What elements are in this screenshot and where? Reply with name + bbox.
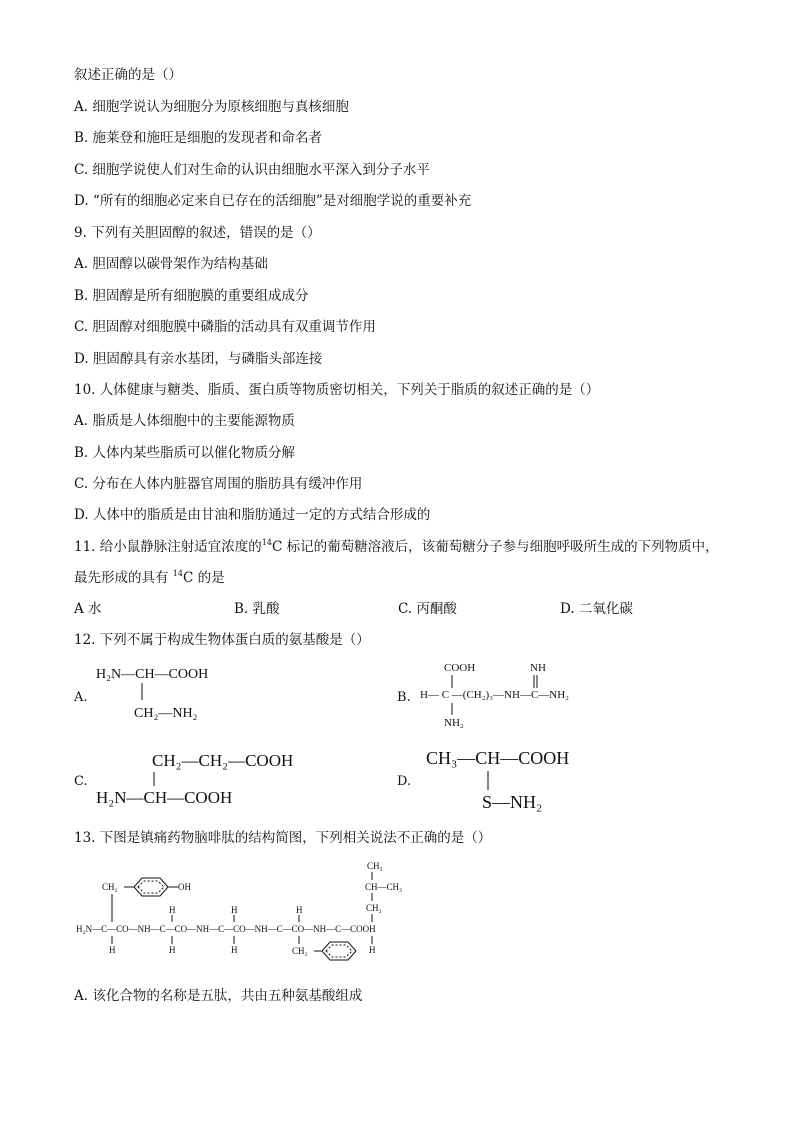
q8-option-d: D. “所有的细胞必定来自已存在的活细胞”是对细胞学说的重要补充 (74, 193, 472, 209)
q11-stem-part1: 11. 给小鼠静脉注射适宜浓度的 (74, 539, 262, 555)
q12-option-c-formula (94, 748, 324, 810)
q13-option-a: A. 该化合物的名称是五肽，共由五种氨基酸组成 (74, 988, 363, 1004)
glycine2-h-bottom: H (231, 945, 238, 955)
leucine-ch3: CH₃ (367, 861, 383, 871)
tyrosine-h-bottom: H (109, 945, 116, 955)
q11-stem (74, 538, 719, 556)
enkephalin-structure-diagram (74, 858, 424, 973)
q11-option-a: A 水 (74, 601, 102, 617)
benzene-ring-inner-icon (138, 881, 164, 893)
glycine1-h-bottom: H (169, 945, 176, 955)
peptide-backbone: H₂N—C—CO—NH—C—CO—NH—C—CO—NH—C—CO—NH—C—COOH (76, 924, 376, 934)
q9-option-c: C. 胆固醇对细胞膜中磷脂的活动具有双重调节作用 (74, 319, 376, 335)
q11-option-c: C. 丙酮酸 (398, 601, 457, 617)
isotope-mass-number: 14 (172, 569, 183, 578)
q11-stem-line2 (74, 569, 225, 587)
q9-option-a: A. 胆固醇以碳骨架作为结构基础 (74, 256, 268, 272)
formula-d-side-chain: S—NH₂ (482, 792, 543, 812)
isotope-mass-number: 14 (261, 538, 272, 547)
q8-option-a: A. 细胞学说认为细胞分为原核细胞与真核细胞 (74, 99, 349, 115)
q12-option-d-formula (424, 744, 614, 814)
formula-b-carboxyl: COOH (444, 662, 476, 674)
q10-option-d: D. 人体中的脂质是由甘油和脂肪通过一定的方式结合形成的 (74, 507, 431, 523)
q11-option-b: B. 乳酸 (234, 601, 280, 617)
q10-option-c: C. 分布在人体内脏器官周围的脂肪具有缓冲作用 (74, 476, 363, 492)
q11-option-d: D. 二氧化碳 (560, 601, 633, 617)
q12-option-a-label: A. (74, 690, 88, 705)
formula-c-side-chain: CH₂—CH₂—COOH (152, 751, 294, 770)
q12-option-a-formula (94, 662, 224, 724)
phenylalanine-ch2: CH₂ (292, 946, 308, 956)
q11-stem-part4: C 的是 (182, 570, 225, 586)
formula-a-side-chain: CH₂—NH₂ (134, 706, 198, 721)
q12-option-b-label: B. (397, 690, 411, 705)
q9-stem: 9. 下列有关胆固醇的叙述，错误的是（） (74, 225, 321, 241)
q10-stem: 10. 人体健康与糖类、脂质、蛋白质等物质密切相关，下列关于脂质的叙述正确的是（） (74, 382, 600, 398)
phenylalanine-h-top: H (296, 905, 303, 915)
formula-b-main-chain: H— C —(CH₂)₃—NH—C—NH₂ (420, 689, 570, 701)
formula-a-main-chain: H₂N—CH—COOH (96, 667, 209, 682)
formula-b-amino: NH₂ (444, 717, 464, 729)
benzene-ring-icon (322, 942, 356, 960)
leucine-h-bottom: H (369, 945, 376, 955)
leucine-ch2: CH₂ (366, 903, 382, 913)
benzene-ring-icon (134, 878, 168, 896)
benzene-ring-inner-icon (326, 945, 352, 957)
q11-stem-part2: C 标记的葡萄糖溶液后，该葡萄糖分子参与细胞呼吸所生成的下列物质中， (271, 539, 719, 555)
q12-option-b-formula (418, 660, 588, 730)
q9-option-d: D. 胆固醇具有亲水基团，与磷脂头部连接 (74, 351, 323, 367)
q12-option-d-label: D. (397, 774, 412, 789)
q9-option-b: B. 胆固醇是所有细胞膜的重要组成成分 (74, 288, 309, 304)
q12-stem: 12. 下列不属于构成生物体蛋白质的氨基酸是（） (74, 632, 370, 648)
formula-d-main-chain: CH₃—CH—COOH (426, 748, 570, 768)
formula-c-main-chain: H₂N—CH—COOH (96, 788, 233, 807)
q8-option-c: C. 细胞学说使人们对生命的认识由细胞水平深入到分子水平 (74, 162, 430, 178)
leucine-ch: CH—CH₃ (365, 882, 403, 892)
glycine1-h-top: H (169, 905, 176, 915)
q12-option-c-label: C. (74, 774, 88, 789)
q8-stem-end: 叙述正确的是（） (74, 67, 182, 83)
q10-option-a: A. 脂质是人体细胞中的主要能源物质 (74, 413, 295, 429)
tyrosine-ch2: CH₂ (102, 882, 118, 892)
q10-option-b: B. 人体内某些脂质可以催化物质分解 (74, 445, 296, 461)
glycine2-h-top: H (231, 905, 238, 915)
q11-stem-part3: 最先形成的具有 (74, 570, 173, 586)
formula-b-imino: NH (530, 662, 546, 674)
hydroxyl-group: OH (178, 882, 191, 892)
q13-stem: 13. 下图是镇痛药物脑啡肽的结构简图，下列相关说法不正确的是（） (74, 830, 492, 846)
q8-option-b: B. 施莱登和施旺是细胞的发现者和命名者 (74, 130, 323, 146)
